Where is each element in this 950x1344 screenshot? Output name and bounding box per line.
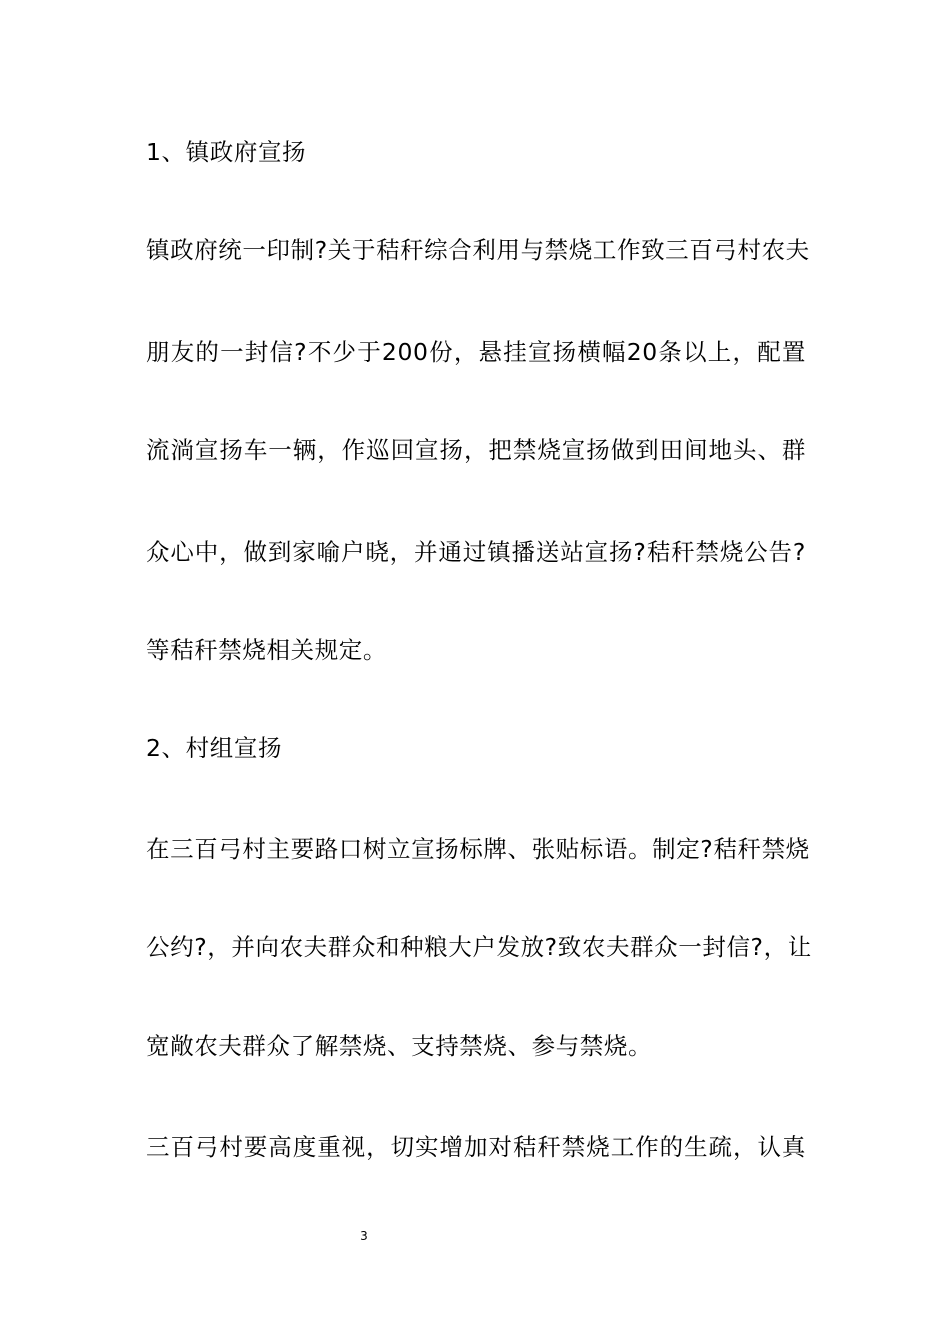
paragraph-line: 镇政府统一印制?关于秸秆综合利用与禁烧工作致三百弓村农夫 bbox=[146, 236, 810, 264]
paragraph-line: 等秸秆禁烧相关规定。 bbox=[146, 636, 387, 664]
paragraph-line: 三百弓村要高度重视，切实增加对秸秆禁烧工作的生疏，认真 bbox=[146, 1133, 806, 1161]
section-heading-2: 2、村组宣扬 bbox=[146, 734, 283, 762]
paragraph-line: 朋友的一封信?不少于200份，悬挂宣扬横幅20条以上，配置 bbox=[146, 338, 806, 366]
page-number: 3 bbox=[360, 1229, 368, 1243]
section-heading-1: 1、镇政府宣扬 bbox=[146, 138, 307, 166]
paragraph-line: 在三百弓村主要路口树立宣扬标牌、张贴标语。制定?秸秆禁烧 bbox=[146, 835, 810, 863]
paragraph-line: 宽敞农夫群众了解禁烧、支持禁烧、参与禁烧。 bbox=[146, 1032, 653, 1060]
paragraph-line: 流淌宣扬车一辆，作巡回宣扬，把禁烧宣扬做到田间地头、群 bbox=[146, 436, 806, 464]
paragraph-line: 众心中，做到家喻户晓，并通过镇播送站宣扬?秸秆禁烧公告? bbox=[146, 538, 806, 566]
paragraph-line: 公约?，并向农夫群众和种粮大户发放?致农夫群众一封信?，让 bbox=[146, 933, 812, 961]
